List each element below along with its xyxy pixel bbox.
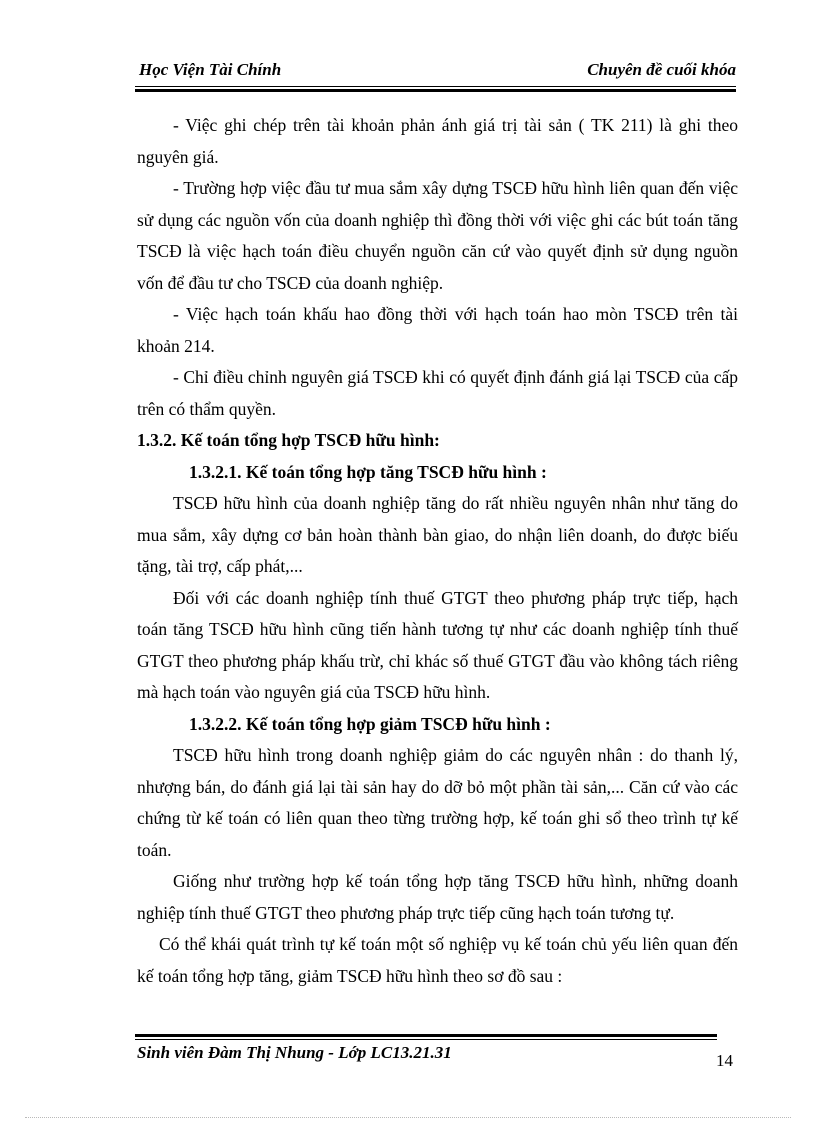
page-bottom-border: [25, 1117, 791, 1118]
section-heading-1-3-2-2: 1.3.2.2. Kế toán tổng hợp giảm TSCĐ hữu hình :: [189, 713, 551, 734]
footer-student-info: Sinh viên Đàm Thị Nhung - Lớp LC13.21.31: [137, 1043, 452, 1062]
paragraph-increase-causes: TSCĐ hữu hình của doanh nghiệp tăng do rất nhiều nguyên nhân như tăng do mua sắm, xây dựng cơ bản hoàn thành bàn giao, do nhận liên doanh, do được biếu tặng, tài trợ, cấp phát,...: [137, 493, 738, 576]
header-document-type: Chuyên đề cuối khóa: [587, 60, 736, 79]
paragraph-direct-method-increase: Đối với các doanh nghiệp tính thuế GTGT theo phương pháp trực tiếp, hạch toán tăng TSCĐ hữu hình cũng tiến hành tương tự như các doanh nghiệp tính thuế GTGT theo phương pháp khấu trừ, chỉ khác số thuế GTGT đầu vào không tách riêng mà hạch toán vào nguyên giá của TSCĐ hữu hình.: [137, 587, 738, 702]
page-header: [135, 58, 736, 88]
paragraph-investment-sources: - Trường hợp việc đầu tư mua sắm xây dựng TSCĐ hữu hình liên quan đến việc sử dụng các nguồn vốn của doanh nghiệp thì đồng thời với việc ghi các bút toán tăng TSCĐ là việc hạch toán điều chuyển nguồn căn cứ vào quyết định sử dụng nguồn vốn để đầu tư cho TSCĐ của doanh nghiệp.: [137, 178, 738, 293]
header-divider-thick: [135, 89, 736, 92]
header-institution: Học Viện Tài Chính: [139, 60, 282, 79]
section-heading-1-3-2: 1.3.2. Kế toán tổng hợp TSCĐ hữu hình:: [137, 430, 440, 450]
paragraph-diagram-intro: Có thể khái quát trình tự kế toán một số nghiệp vụ kế toán chủ yếu liên quan đến kế toán tổng hợp tăng, giảm TSCĐ hữu hình theo sơ đồ sau :: [137, 934, 738, 986]
body-text: [137, 110, 738, 992]
paragraph-revaluation: - Chỉ điều chỉnh nguyên giá TSCĐ khi có quyết định đánh giá lại TSCĐ của cấp trên có thẩm quyền.: [137, 367, 738, 419]
footer-divider-thick: [135, 1034, 717, 1037]
header-divider-thin: [135, 86, 736, 87]
paragraph-recording-rule: - Việc ghi chép trên tài khoản phản ánh giá trị tài sản ( TK 211) là ghi theo nguyên giá.: [137, 115, 738, 167]
paragraph-depreciation: - Việc hạch toán khấu hao đồng thời với hạch toán hao mòn TSCĐ trên tài khoản 214.: [137, 304, 738, 356]
footer-divider-thin: [135, 1039, 717, 1040]
paragraph-direct-method-decrease: Giống như trường hợp kế toán tổng hợp tăng TSCĐ hữu hình, những doanh nghiệp tính thuế GTGT theo phương pháp trực tiếp cũng hạch toán tương tự.: [137, 871, 738, 923]
paragraph-decrease-causes: TSCĐ hữu hình trong doanh nghiệp giảm do các nguyên nhân : do thanh lý, nhượng bán, do đánh giá lại tài sản hay do dỡ bỏ một phần tài sản,... Căn cứ vào các chứng từ kế toán có liên quan theo từng trường hợp, kế toán ghi sổ theo trình tự kế toán.: [137, 745, 738, 860]
page-number: 14: [716, 1051, 733, 1070]
section-heading-1-3-2-1: 1.3.2.1. Kế toán tổng hợp tăng TSCĐ hữu hình :: [189, 461, 547, 482]
